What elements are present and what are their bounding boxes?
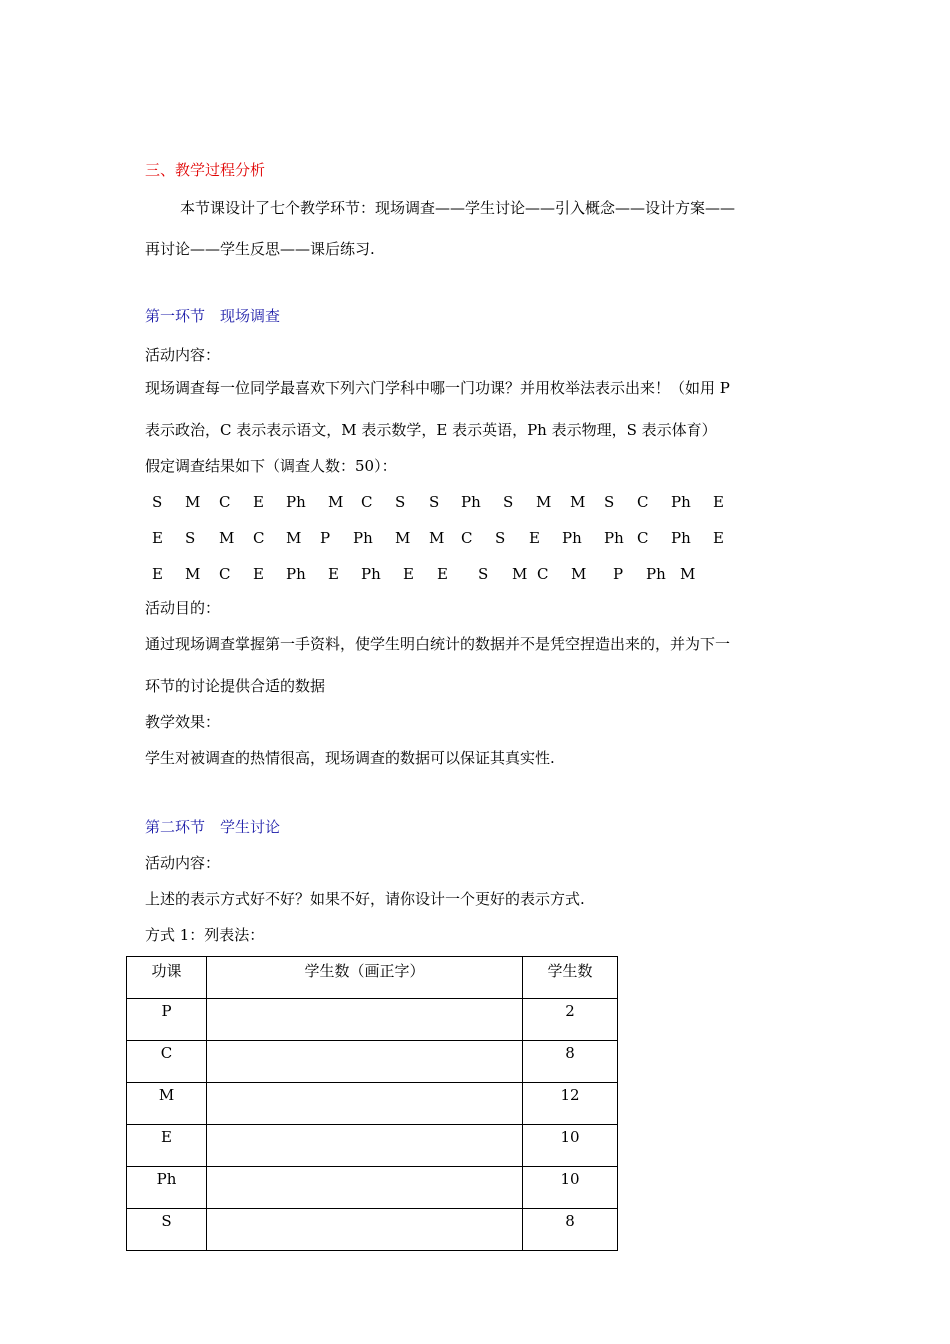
survey-code: M (219, 529, 235, 547)
survey-code: C (219, 493, 231, 511)
survey-code: S (152, 493, 163, 511)
cell-subject: Ph (127, 1167, 207, 1209)
header-subject: 功课 (127, 957, 207, 999)
survey-code: M (680, 565, 696, 583)
cell-count: 8 (523, 1209, 618, 1251)
survey-code: E (403, 565, 414, 583)
survey-code: Ph (461, 493, 481, 511)
part1-goal-line-1: 通过现场调查掌握第一手资料，使学生明白统计的数据并不是凭空捏造出来的，并为下一 (145, 635, 731, 653)
survey-code: C (361, 493, 373, 511)
survey-code: M (429, 529, 445, 547)
part1-goal-label: 活动目的： (145, 599, 221, 617)
survey-code: S (495, 529, 506, 547)
cell-tally (207, 999, 523, 1041)
table-row (127, 1041, 618, 1083)
survey-code: S (429, 493, 440, 511)
cell-count: 10 (523, 1125, 618, 1167)
part2-method-1: 方式 1：列表法： (145, 926, 265, 944)
survey-code: M (286, 529, 302, 547)
survey-code: Ph (353, 529, 373, 547)
cell-subject: M (127, 1083, 207, 1125)
survey-code: E (437, 565, 448, 583)
cell-tally (207, 1209, 523, 1251)
survey-code: E (152, 529, 163, 547)
survey-code: E (328, 565, 339, 583)
survey-code: M (395, 529, 411, 547)
survey-code: C (637, 493, 649, 511)
cell-subject: S (127, 1209, 207, 1251)
survey-code: E (529, 529, 540, 547)
cell-subject: E (127, 1125, 207, 1167)
survey-code: M (185, 493, 201, 511)
survey-code: M (328, 493, 344, 511)
survey-code: S (604, 493, 615, 511)
survey-code: C (637, 529, 649, 547)
part2-question: 上述的表示方式好不好？如果不好，请你设计一个更好的表示方式. (145, 890, 585, 908)
part1-goal-line-2: 环节的讨论提供合适的数据 (145, 677, 326, 695)
survey-code: Ph (562, 529, 582, 547)
survey-code: Ph (361, 565, 381, 583)
cell-count: 2 (523, 999, 618, 1041)
header-tally: 学生数（画正字） (207, 957, 523, 999)
cell-count: 10 (523, 1167, 618, 1209)
table-row (127, 1209, 618, 1251)
survey-code: E (253, 565, 264, 583)
cell-tally (207, 1041, 523, 1083)
part1-activity-line-2: 表示政治，C 表示表示语文，M 表示数学，E 表示英语，Ph 表示物理，S 表示体育） (145, 421, 717, 439)
cell-tally (207, 1125, 523, 1167)
survey-code: E (713, 493, 724, 511)
survey-code: Ph (646, 565, 666, 583)
table-row (127, 1167, 618, 1209)
cell-tally (207, 1083, 523, 1125)
cell-subject: P (127, 999, 207, 1041)
survey-code: Ph (671, 529, 691, 547)
survey-code: M (536, 493, 552, 511)
part2-heading: 第二环节 学生讨论 (145, 818, 281, 836)
part1-activity-line-1: 现场调查每一位同学最喜欢下列六门学科中哪一门功课？并用枚举法表示出来！（如用 P (145, 379, 730, 397)
table-header-row (127, 957, 618, 999)
part1-heading: 第一环节 现场调查 (145, 307, 281, 325)
survey-code: C (253, 529, 265, 547)
part1-effect-text: 学生对被调查的热情很高，现场调查的数据可以保证其真实性. (145, 749, 555, 767)
table-row (127, 1083, 618, 1125)
intro-line-2: 再讨论——学生反思——课后练习. (145, 240, 375, 258)
survey-code: C (537, 565, 549, 583)
survey-code: Ph (286, 565, 306, 583)
survey-code: M (185, 565, 201, 583)
survey-code: S (503, 493, 514, 511)
survey-code: P (320, 529, 331, 547)
survey-code: E (713, 529, 724, 547)
table-row (127, 999, 618, 1041)
survey-code: S (478, 565, 489, 583)
survey-code: Ph (604, 529, 624, 547)
part1-assume: 假定调查结果如下（调查人数：50）： (145, 457, 397, 475)
survey-code: Ph (286, 493, 306, 511)
header-count: 学生数 (523, 957, 618, 999)
survey-code: Ph (671, 493, 691, 511)
survey-code: C (461, 529, 473, 547)
survey-code: M (570, 493, 586, 511)
cell-count: 12 (523, 1083, 618, 1125)
survey-code: S (185, 529, 196, 547)
cell-subject: C (127, 1041, 207, 1083)
survey-code: M (571, 565, 587, 583)
survey-code: M (512, 565, 528, 583)
intro-line-1: 本节课设计了七个教学环节：现场调查——学生讨论——引入概念——设计方案—— (180, 199, 736, 217)
part1-effect-label: 教学效果： (145, 713, 221, 731)
part1-activity-label: 活动内容： (145, 346, 221, 364)
survey-code: E (152, 565, 163, 583)
cell-tally (207, 1167, 523, 1209)
section-heading: 三、教学过程分析 (145, 161, 266, 179)
cell-count: 8 (523, 1041, 618, 1083)
part2-activity-label: 活动内容： (145, 854, 221, 872)
survey-code: C (219, 565, 231, 583)
survey-code: E (253, 493, 264, 511)
table-row (127, 1125, 618, 1167)
survey-code: S (395, 493, 406, 511)
tally-table (126, 956, 618, 1251)
survey-code: P (613, 565, 624, 583)
